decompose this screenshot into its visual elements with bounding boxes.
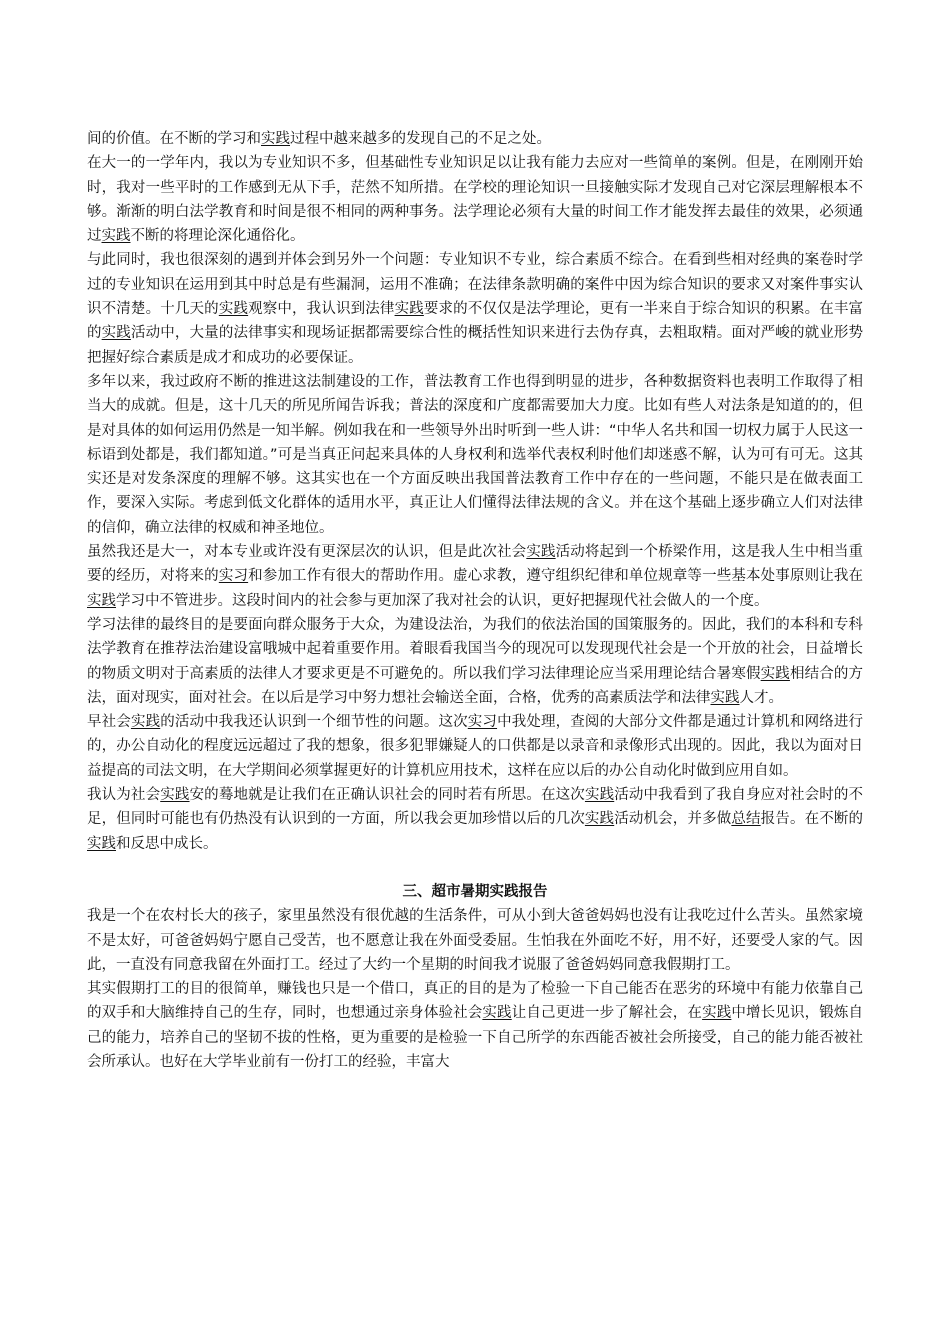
text-run: 学习中不管进步。这段时间内的社会参与更加深了我对社会的认识，更好把握现代社会做人的一个度。 [116,592,769,609]
text-run: 早社会 [87,714,131,731]
underlined-term: 实践 [101,325,131,342]
text-run: 多年以来，我过政府不断的推进这法制建设的工作，普法教育工作也得到明显的进步，各种数据资料也表明工作取得了相当大的成就。但是，这十几天的所见所闻告诉我；普法的深度和广度都需要加大力度。比如有些人对法条是知道的的，但是对具体的如何运用仍然是一知半解。例如我在和一些领导外出时听到一些人讲：“中华人名共和国一切权力属于人民这一标语到处都是，我们都知道。”可是当真正问起来具体的人身权利和选举代表权利时他们却迷惑不解，认为可有可无。这其实还是对发条深度的理解不够。这其实也在一个方面反映出我国普法教育工作中存在的一些问题，不能只是在做表面工作，要深入实际。考虑到低文化群体的适用水平，真正让人们懂得法律法规的含义。并在这个基础上逐步确立人们对法律的信仰，确立法律的权威和神圣地位。 [87,373,864,536]
underlined-term: 实践 [482,1005,512,1022]
underlined-term: 实践 [218,301,249,318]
text-run: 过程中越来越多的发现自己的不足之处。 [290,131,551,147]
underlined-term: 实践 [702,1005,732,1022]
text-run: 在大一的一学年内，我以为专业知识不多，但基础性专业知识足以让我有能力去应对一些简单的案例。但是，在刚刚开始时，我对一些平时的工作感到无从下手，茫然不知所措。在学校的理论知识一旦接触实际才发现自己对它深层理解根本不够。渐渐的明白法学教育和时间是很不相同的两种事务。法学理论必须有大量的时间工作才能发挥去最佳的效果，必须通过 [87,155,863,245]
text-run: 和参加工作有很大的帮助作用。虚心求教，遵守组织纪律和单位规章等一些基本处事原则让我在 [248,568,864,585]
paragraph [87,613,863,710]
text-run: 与此同时，我也很深刻的遇到并体会到另外一个问题：专业知识不专业，综合素质不综合。在看到些相对经典的案卷时学过的专业知识在运用到其中时总是有些漏洞，运用不准确；在法律条款明确的案件中因为综合知识的要求又对案件事实认识不清楚。十几天的 [87,252,863,318]
paragraph [87,783,863,856]
paragraph [87,248,863,369]
underlined-term: 实践 [130,714,161,731]
text-run: 报告。在不断的 [760,811,864,828]
text-run: 的活动中我我还认识到一个细节性的问题。这次 [160,714,468,731]
text-run: 活动中，大量的法律事实和现场证据都需要综合性的概括性知识来进行去伪存真，去粗取精。面对严峻的就业形势把握好综合素质是成才和成功的必要保证。 [87,325,864,366]
text-run: 学习法律的最终目的是要面向群众服务于大众，为建设法治，为我们的依法治国的国策服务的。因此，我们的本科和专科法学教育在推荐法治建设富哦城中起着重要作用。着眼看我国当今的现况可以发现现代社会是一个开放的社会，日益增长的物质文明对于高素质的法律人才要求更是不可避免的。所以我们学习法律理论应当采用理论结合暑寒假 [87,616,863,682]
body-text-after-heading [87,904,863,1074]
text-run: 让自己更进一步了解社会，在 [511,1005,703,1022]
underlined-term: 实践 [710,689,740,706]
text-run: 人才。 [739,689,783,706]
section-heading: 三、超市暑期实践报告 [402,883,548,900]
text-run: 安的蓦地就是让我们在正确认识社会的同时若有所思。在这次 [189,787,585,804]
underlined-term: 实习 [467,714,498,731]
paragraph [87,151,863,248]
underlined-term: 实习 [218,568,249,585]
body-text-before-heading [87,127,863,856]
text-run: 中我处理，查阅的大部分文件都是通过计算机和网络进行的，办公自动化的程度远远超过了我的想象，很多犯罪嫌疑人的口供都是以录音和录像形式出现的。因此，我以为面对日益提高的司法文明，在大学期间必须掌握更好的计算机应用技术，这样在应以后的办公自动化时做到应用自如。 [87,714,864,779]
document-page [87,127,863,1074]
text-run: 活动中我看到了我自身应对社会时的不足，但同时可能也有仍热没有认识到的一方面，所以我会更加珍惜以后的几次 [87,787,864,828]
paragraph [87,710,863,783]
text-run: 相结合的方法，面对现实，面对社会。在以后是学习中努力想社会输送全面，合格，优秀的高素质法学和法律 [87,665,864,706]
underlined-term: 实践 [87,592,116,609]
underlined-term: 实践 [261,131,290,147]
underlined-term: 实践 [160,787,190,804]
text-run: 中增长见识，锻炼自己的能力，培养自己的坚韧不拔的性格，更为重要的是检验一下自己所学的东西能否被社会所接受，自己的能力能否被社会所承认。也好在大学毕业前有一份打工的经验，丰富大 [87,1005,864,1070]
underlined-term: 总结 [731,811,761,828]
text-run: 间的价值。在不断的学习和 [87,131,261,147]
underlined-term: 实践 [584,811,615,828]
text-run: 和反思中成长。 [116,835,218,852]
text-run: 虽然我还是大一，对本专业或许没有更深层次的认识，但是此次社会 [87,544,527,561]
text-run: 不断的将理论深化通俗化。 [130,228,305,245]
text-run: 活动将起到一个桥梁作用，这是我人生中相当重要的经历，对将来的 [87,544,864,585]
underlined-term: 实践 [87,835,116,852]
text-run: 我认为社会 [87,787,161,804]
underlined-term: 实践 [584,787,615,804]
text-run: 其实假期打工的目的很简单，赚钱也只是一个借口，真正的目的是为了检验一下自己能否在恶劣的环境中有能力依靠自己的双手和大脑维持自己的生存，同时，也想通过亲身体验社会 [87,981,863,1022]
underlined-term: 实践 [101,228,131,245]
section-gap [87,856,863,880]
text-run: 我是一个在农村长大的孩子，家里虽然没有很优越的生活条件，可从小到大爸爸妈妈也没有让我吃过什么苦头。虽然家境不是太好，可爸爸妈妈宁愿自己受苦，也不愿意让我在外面受委屈。生怕我在外面吃不好，用不好，还要受人家的气。因此，一直没有同意我留在外面打工。经过了大约一个星期的时间我才说服了爸爸妈妈同意我假期打工。 [87,908,863,973]
paragraph [87,977,863,1074]
paragraph [87,127,863,151]
text-run: 要求的不仅仅是法学理论，更有一半来自于综合知识的积累。在丰富的 [87,301,864,342]
text-run: 观察中，我认识到法律 [248,301,395,318]
paragraph [87,904,863,977]
underlined-term: 实践 [526,544,556,561]
underlined-term: 实践 [760,665,790,682]
paragraph [87,540,863,613]
paragraph [87,370,863,540]
underlined-term: 实践 [394,301,424,318]
text-run: 活动机会，并多做 [614,811,732,828]
